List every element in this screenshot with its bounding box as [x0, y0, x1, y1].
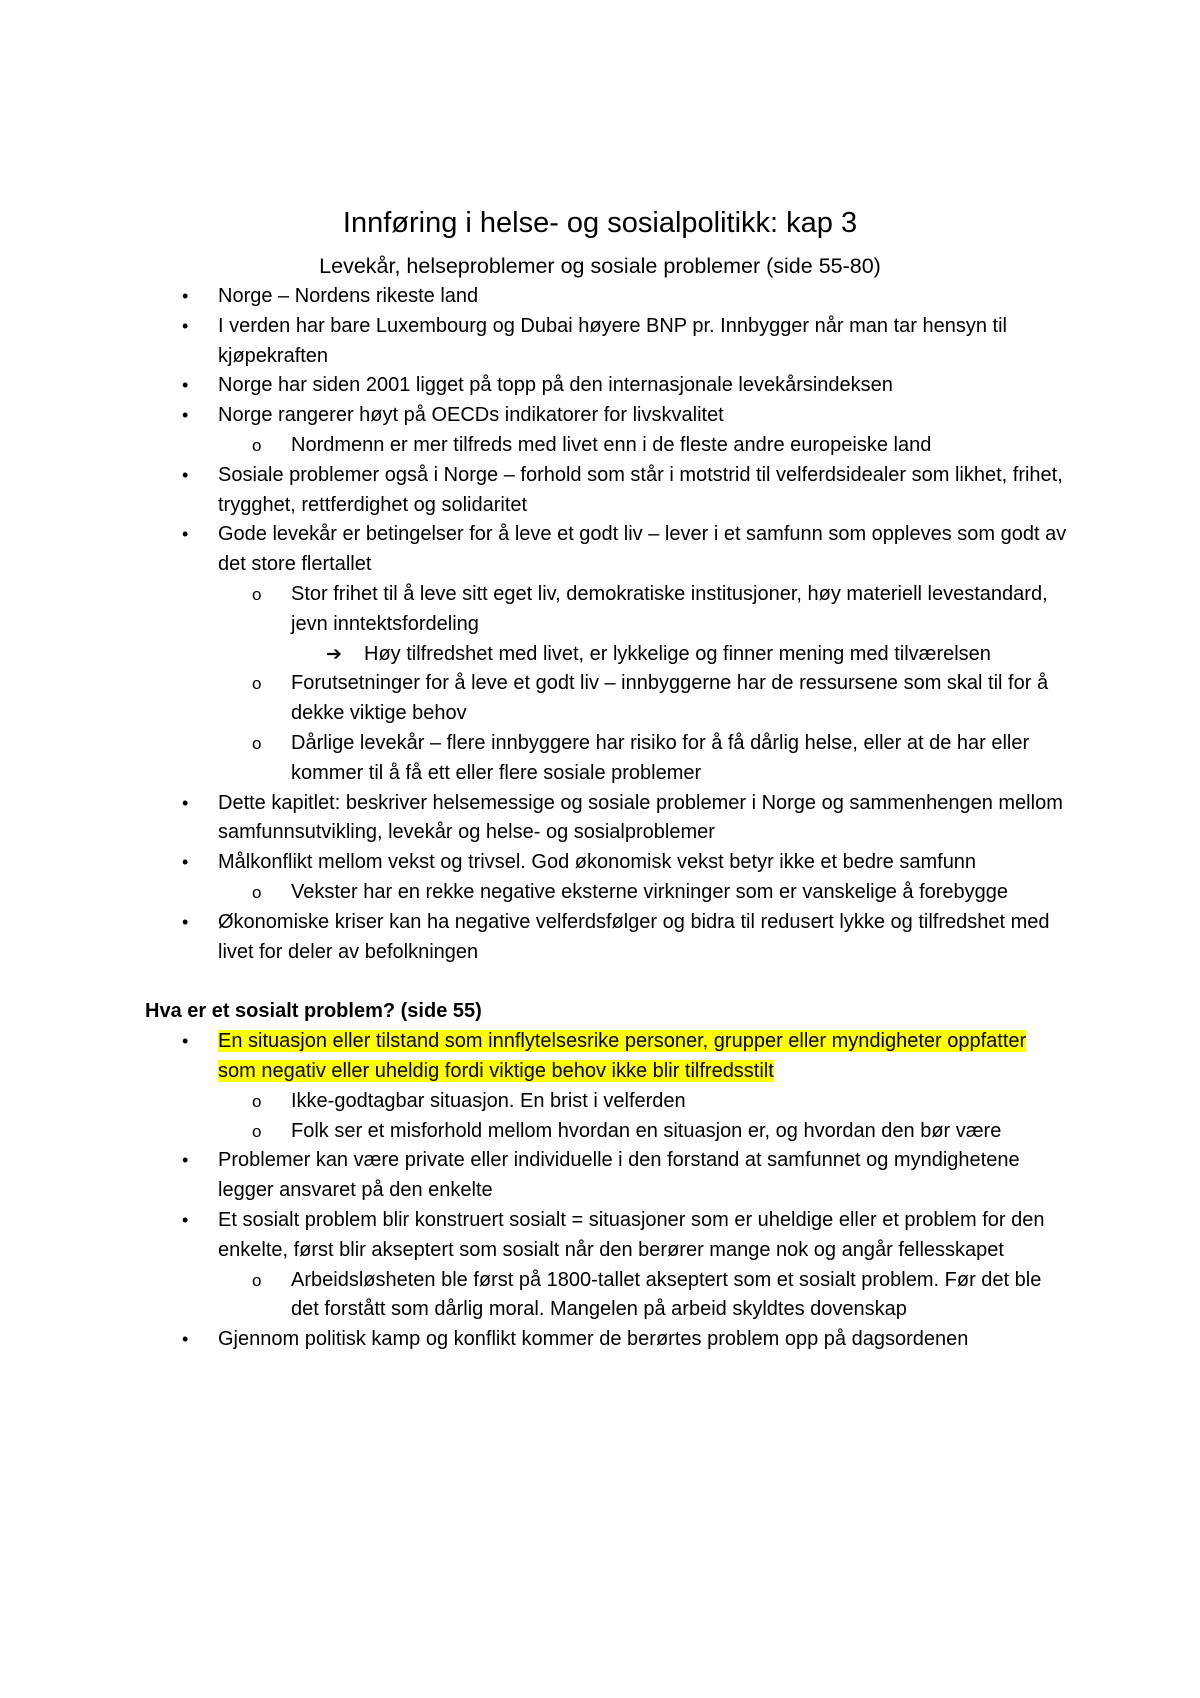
item-text: Dårlige levekår – flere innbyggere har risiko for å få dårlig helse, eller at de har eller kommer til å få ett eller flere sosiale problemer	[291, 731, 1030, 784]
highlighted-list-item	[0, 1027, 1068, 1087]
bullet-marker: •	[182, 911, 189, 932]
item-text: Økonomiske kriser kan ha negative velferdsfølger og bidra til redusert lykke og tilfredshet med livet for deler av befolkningen	[218, 910, 1050, 963]
bullet-marker: •	[182, 375, 189, 396]
list-item	[0, 282, 1068, 312]
item-text: Nordmenn er mer tilfreds med livet enn i de fleste andre europeiske land	[291, 433, 932, 456]
circle-marker: o	[252, 733, 262, 753]
item-text: Problemer kan være private eller individuelle i den forstand at samfunnet og myndighetene legger ansvaret på den enkelte	[218, 1149, 1020, 1202]
section-heading: Hva er et sosialt problem? (side 55)	[145, 1000, 482, 1023]
item-text: Vekster har en rekke negative eksterne virkninger som er vanskelige å forebygge	[291, 880, 1009, 903]
bullet-marker: •	[182, 1209, 189, 1230]
arrow-list-item	[0, 640, 1064, 670]
sub-list-item	[0, 878, 1068, 908]
bullet-marker: •	[182, 286, 189, 306]
item-text: I verden har bare Luxembourg og Dubai høyere BNP pr. Innbygger når man tar hensyn til kjøpekraften	[218, 314, 1007, 367]
item-text: Folk ser et misforhold mellom hvordan en situasjon er, og hvordan den bør være	[291, 1119, 1002, 1142]
sub-list-item	[0, 1087, 1068, 1117]
sub-list-item	[0, 1117, 1068, 1147]
list-item	[0, 461, 1068, 521]
bullet-marker: •	[182, 1031, 189, 1052]
list-item	[0, 1206, 1068, 1266]
item-text: Høy tilfredshet med livet, er lykkelige og finner mening med tilværelsen	[364, 642, 991, 665]
bullet-marker: •	[182, 1150, 189, 1171]
item-text: Norge – Nordens rikeste land	[218, 285, 479, 307]
circle-marker: o	[252, 882, 262, 902]
list-item	[0, 371, 1068, 401]
list-item	[0, 312, 1068, 372]
sub-list-item	[0, 669, 1068, 729]
bullet-marker: •	[182, 792, 189, 813]
item-text: Arbeidsløsheten ble først på 1800-tallet akseptert som et sosialt problem. Før det ble det forstått som dårlig moral. Mangelen på arbeid skyldtes dovenskap	[291, 1268, 1042, 1321]
circle-marker: o	[252, 1121, 262, 1141]
circle-marker: o	[252, 435, 262, 455]
bullet-marker: •	[182, 852, 189, 873]
circle-marker: o	[252, 584, 262, 604]
list-item	[0, 520, 1068, 580]
list-item	[0, 908, 1068, 968]
document-body	[0, 282, 1200, 1355]
list-item	[0, 401, 1068, 431]
highlighted-text: En situasjon eller tilstand som innflytelsesrike personer, grupper eller myndigheter oppfatter som negativ eller uheldig fordi viktige behov ikke blir tilfredsstilt	[218, 1030, 1027, 1082]
item-text: Forutsetninger for å leve et godt liv – innbyggerne har de ressursene som skal til for å dekke viktige behov	[291, 672, 1049, 725]
bullet-marker: •	[182, 464, 189, 485]
circle-marker: o	[252, 1091, 262, 1111]
list-item	[0, 1146, 1068, 1206]
page-title: Innføring i helse- og sosialpolitikk: kap 3	[342, 207, 858, 239]
item-text: Et sosialt problem blir konstruert sosialt = situasjoner som er uheldige eller et problem for den enkelte, først blir akseptert som sosialt når den berører mange nok og angår fellesskapet	[218, 1208, 1045, 1261]
item-text: Stor frihet til å leve sitt eget liv, demokratiske institusjoner, høy materiell levestandard, jevn inntektsfordeling	[291, 582, 1048, 635]
item-text: Målkonflikt mellom vekst og trivsel. God økonomisk vekst betyr ikke et bedre samfunn	[218, 851, 977, 874]
item-text: Dette kapitlet: beskriver helsemessige og sosiale problemer i Norge og sammenhengen mellom samfunnsutvikling, levekår og helse- og sosialproblemer	[218, 791, 1063, 844]
list-item	[0, 1325, 1068, 1355]
sub-list-item	[0, 729, 1068, 789]
sub-list-item	[0, 431, 1068, 461]
list-item	[0, 789, 1068, 849]
item-text: Norge har siden 2001 ligget på topp på den internasjonale levekårsindeksen	[218, 374, 893, 397]
circle-marker: o	[252, 674, 262, 694]
page-subtitle: Levekår, helseproblemer og sosiale problemer (side 55-80)	[319, 254, 881, 278]
item-text: Sosiale problemer også i Norge – forhold som står i motstrid til velferdsidealer som likhet, frihet, trygghet, rettferdighet og solidaritet	[218, 463, 1063, 516]
bullet-marker: •	[182, 405, 189, 426]
item-text: Gjennom politisk kamp og konflikt kommer de berørtes problem opp på dagsordenen	[218, 1328, 969, 1351]
bullet-marker: •	[182, 524, 189, 545]
arrow-icon: ➔	[326, 643, 342, 665]
sub-list-item	[0, 580, 1068, 640]
bullet-marker: •	[182, 315, 189, 336]
item-text: Gode levekår er betingelser for å leve et godt liv – lever i et samfunn som oppleves som godt av det store flertallet	[218, 523, 1067, 576]
list-item	[0, 848, 1068, 878]
bullet-marker: •	[182, 1329, 189, 1350]
sub-list-item	[0, 1266, 1068, 1326]
circle-marker: o	[252, 1270, 262, 1290]
item-text: Norge rangerer høyt på OECDs indikatorer for livskvalitet	[218, 404, 724, 427]
item-text: Ikke-godtagbar situasjon. En brist i velferden	[291, 1089, 686, 1112]
